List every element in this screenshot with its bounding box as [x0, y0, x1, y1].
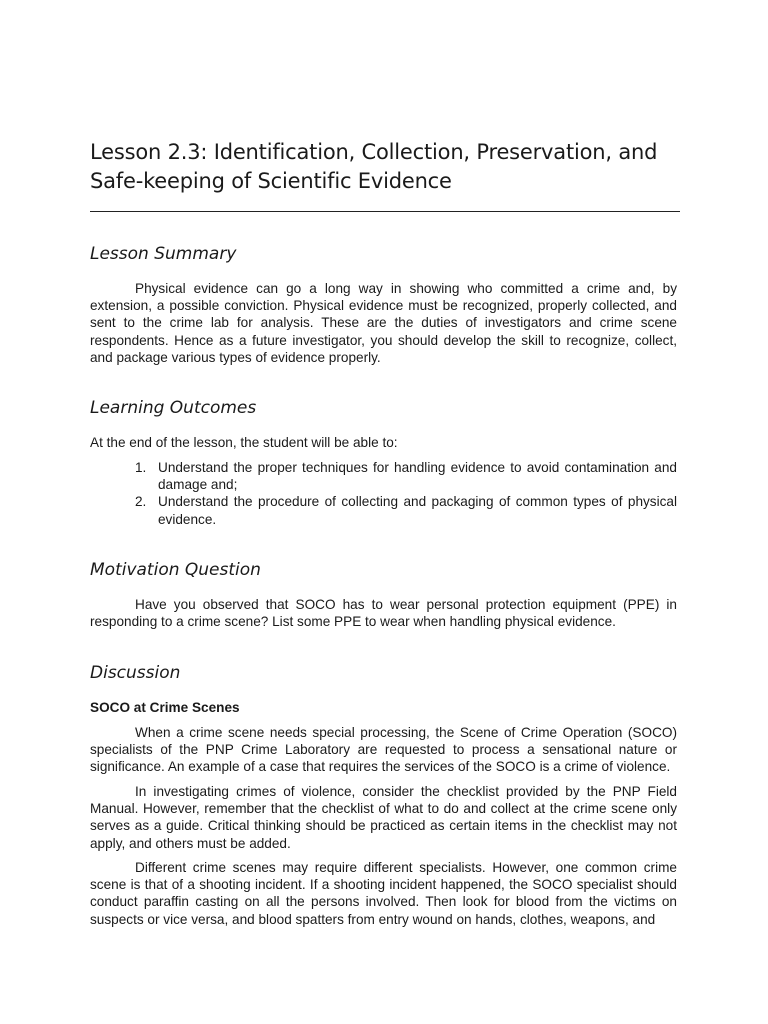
title-divider — [90, 211, 680, 212]
list-item — [90, 493, 677, 527]
discussion-paragraph-3: Different crime scenes may require different specialists. However, one common crime scene is that of a shooting incident. If a shooting incident happened, the SOCO specialist should conduct paraffin casting on all the persons involved. Then look for blood from the victims on suspects or vice versa, and blood spatters from entry wound on hands, clothes, weapons, and — [90, 860, 677, 927]
motivation-question-heading: Motivation Question — [90, 560, 261, 580]
learning-outcomes-intro: At the end of the lesson, the student will be able to: — [90, 435, 398, 450]
lesson-summary-text: Physical evidence can go a long way in showing who committed a crime and, by extension, a possible conviction. Physical evidence must be recognized, properly collected, and sent to the crime lab for analysis. These are the duties of investigators and crime scene respondents. Hence as a future investigator, you should develop the skill to recognize, collect, and package various types of evidence properly. — [90, 281, 677, 365]
discussion-paragraph-2: In investigating crimes of violence, consider the checklist provided by the PNP Field Manual. However, remember that the checklist of what to do and collect at the crime scene only serves as a guide. Critical thinking should be practiced as certain items in the checklist may not apply, and others must be added. — [90, 784, 677, 851]
discussion-paragraph-1: When a crime scene needs special processing, the Scene of Crime Operation (SOCO) specialists of the PNP Crime Laboratory are requested to process a sensational nature or significance. An example of a case that requires the services of the SOCO is a crime of violence. — [90, 725, 677, 775]
list-item-text: Understand the proper techniques for handling evidence to avoid contamination and damage and; — [158, 460, 677, 493]
discussion-heading: Discussion — [90, 663, 181, 683]
list-item — [90, 459, 677, 493]
discussion-subheading: SOCO at Crime Scenes — [90, 700, 240, 715]
list-item-number: 2. — [135, 494, 147, 510]
lesson-title: Lesson 2.3: Identification, Collection, Preservation, and Safe-keeping of Scientific Evidence — [90, 140, 658, 193]
lesson-summary-heading: Lesson Summary — [90, 244, 237, 264]
list-item-number: 1. — [135, 460, 147, 475]
learning-outcomes-heading: Learning Outcomes — [90, 398, 257, 418]
list-item-text: Understand the procedure of collecting and packaging of common types of physical evidence. — [158, 494, 677, 527]
learning-outcomes-list — [90, 459, 677, 528]
motivation-question-text: Have you observed that SOCO has to wear personal protection equipment (PPE) in responding to a crime scene? List some PPE to wear when handling physical evidence. — [90, 597, 677, 630]
